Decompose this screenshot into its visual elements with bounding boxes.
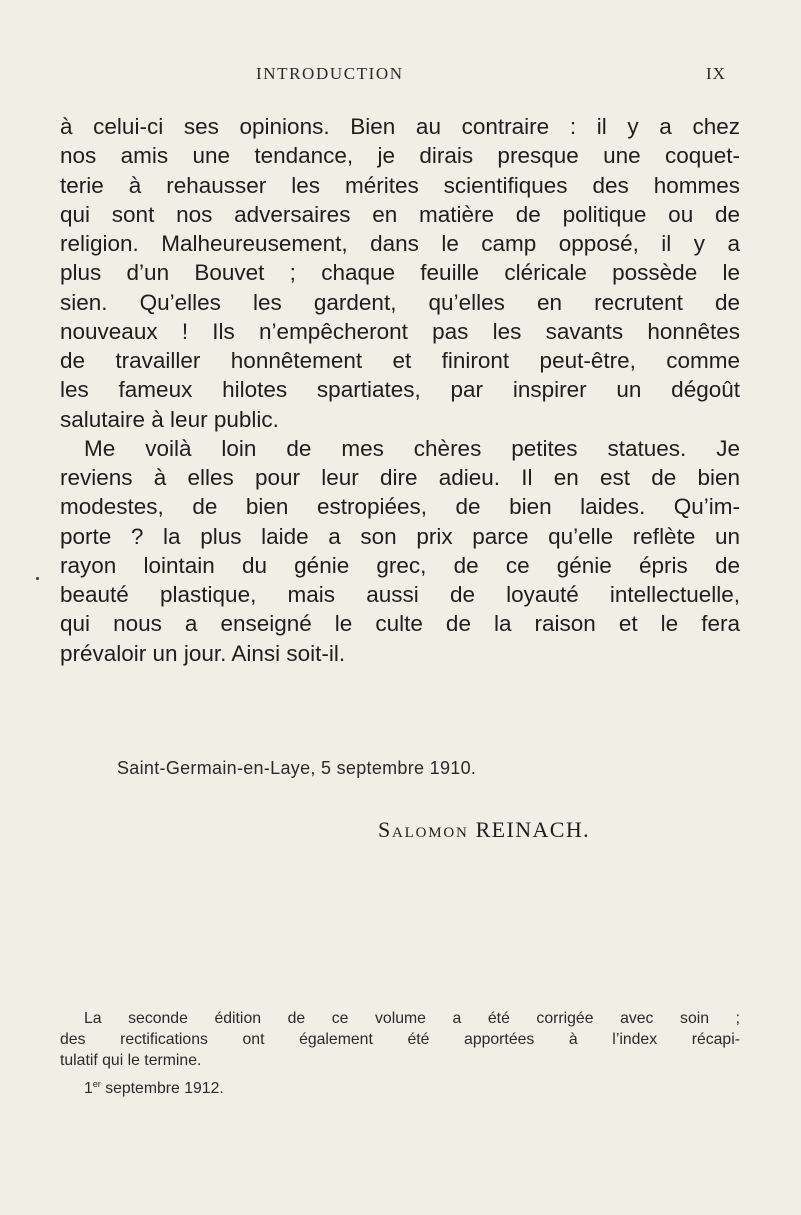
- note-line: tulatif qui le termine.: [60, 1052, 202, 1069]
- note-date-day: 1: [84, 1080, 93, 1097]
- note-date-rest: septembre 1912.: [100, 1080, 224, 1097]
- running-head: [0, 58, 801, 88]
- text-line: modestes, de bien estropiées, de bien laides. Qu’im-: [60, 494, 740, 520]
- running-title: INTRODUCTION: [256, 64, 404, 83]
- edition-note: [60, 1008, 740, 1071]
- signature: [378, 817, 590, 843]
- text-line: prévaloir un jour. Ainsi soit-il.: [60, 640, 346, 666]
- text-line: porte ? la plus laide a son prix parce qu’elle reflète un: [60, 523, 740, 549]
- text-line: terie à rehausser les mérites scientifiques des hommes: [60, 172, 740, 198]
- text-line: sien. Qu’elles les gardent, qu’elles en recrutent de: [60, 289, 740, 315]
- text-line: reviens à elles pour leur dire adieu. Il en est de bien: [60, 465, 740, 490]
- text-line: rayon lointain du génie grec, de ce génie épris de: [60, 552, 740, 578]
- note-date: [84, 1079, 224, 1098]
- signature-first-name: Salomon: [378, 817, 469, 842]
- note-line: La seconde édition de ce volume a été corrigée avec soin ;: [84, 1010, 740, 1027]
- signature-last-name: REINACH.: [475, 817, 591, 842]
- text-line: qui sont nos adversaires en matière de politique ou de: [60, 201, 740, 227]
- text-line: à celui-ci ses opinions. Bien au contraire : il y a chez: [60, 114, 740, 139]
- note-date-ordinal: er: [92, 1079, 101, 1089]
- text-line: plus d’un Bouvet ; chaque feuille cléricale possède le: [60, 260, 740, 286]
- text-line: salutaire à leur public.: [60, 406, 279, 432]
- margin-mark: [36, 577, 39, 580]
- note-line: des rectifications ont également été apportées à l’index récapi-: [60, 1031, 740, 1048]
- text-line: beauté plastique, mais aussi de loyauté intellectuelle,: [60, 582, 740, 607]
- text-line: les fameux hilotes spartiates, par inspirer un dégoût: [60, 377, 740, 403]
- text-line: nos amis une tendance, je dirais presque une coquet-: [60, 143, 740, 169]
- text-line: religion. Malheureusement, dans le camp opposé, il y a: [60, 231, 740, 256]
- body-text: [60, 112, 740, 668]
- text-line: Me voilà loin de mes chères petites statues. Je: [84, 435, 740, 461]
- page-number: IX: [706, 64, 726, 83]
- text-line: qui nous a enseigné le culte de la raison et le fera: [60, 611, 740, 637]
- text-line: nouveaux ! Ils n’empêcheront pas les savants honnêtes: [60, 318, 740, 344]
- text-line: de travailler honnêtement et finiront peut-être, comme: [60, 348, 740, 373]
- place-date-line: Saint-Germain-en-Laye, 5 septembre 1910.: [117, 758, 477, 778]
